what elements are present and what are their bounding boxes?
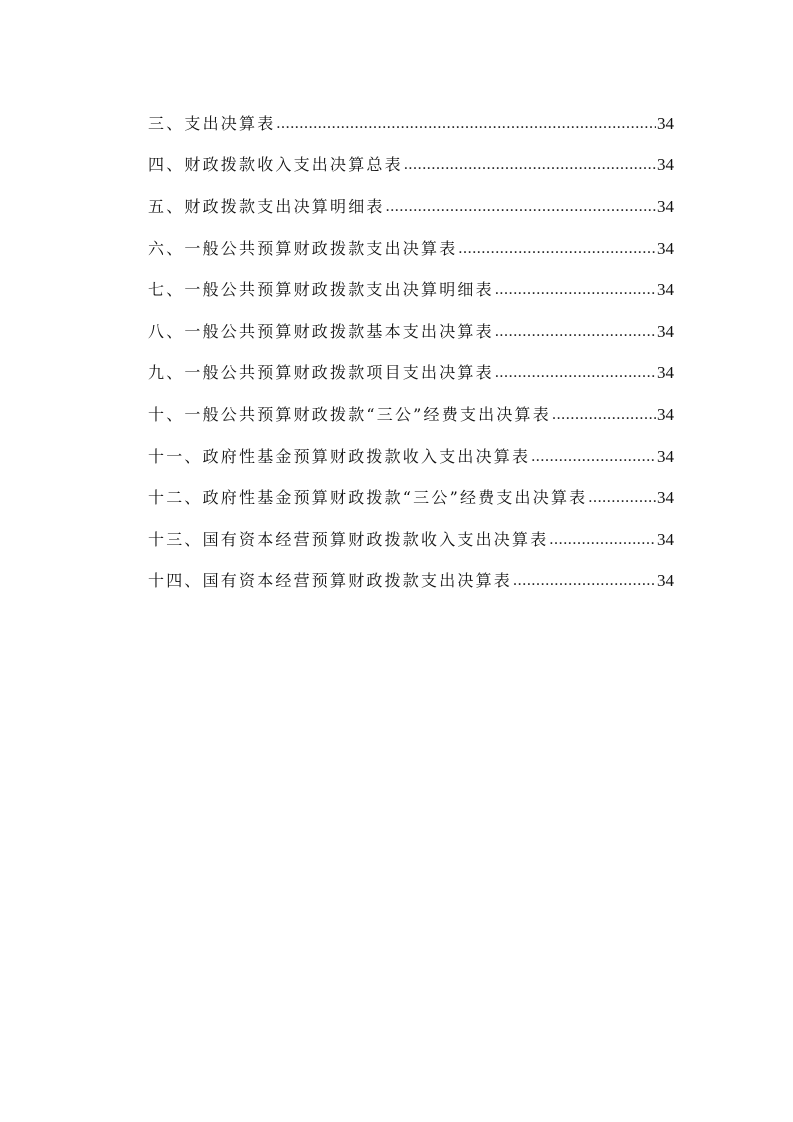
toc-entry-title: 十一、政府性基金预算财政拨款收入支出决算表 bbox=[148, 446, 531, 466]
toc-dot-leader bbox=[552, 404, 656, 426]
toc-dot-leader bbox=[531, 446, 656, 468]
toc-entry[interactable] bbox=[148, 394, 674, 436]
toc-entry-title: 十三、国有资本经营预算财政拨款收入支出决算表 bbox=[148, 529, 549, 549]
toc-entry-title: 七、一般公共预算财政拨款支出决算明细表 bbox=[148, 280, 494, 300]
toc-entry-title: 三、支出决算表 bbox=[148, 113, 276, 133]
toc-entry[interactable] bbox=[148, 145, 674, 187]
toc-dot-leader bbox=[495, 321, 656, 343]
toc-dot-leader bbox=[513, 570, 656, 592]
toc-entry-title: 八、一般公共预算财政拨款基本支出决算表 bbox=[148, 321, 494, 341]
toc-page-number: 34 bbox=[657, 321, 674, 341]
toc-entry-title: 四、财政拨款收入支出决算总表 bbox=[148, 155, 403, 175]
toc-dot-leader bbox=[276, 113, 656, 135]
toc-page-number: 34 bbox=[657, 404, 674, 424]
toc-dot-leader bbox=[549, 529, 656, 551]
toc-entry-title: 十二、政府性基金预算财政拨款“三公”经费支出决算表 bbox=[148, 488, 588, 508]
toc-entry[interactable] bbox=[148, 436, 674, 478]
toc-entry[interactable] bbox=[148, 269, 674, 311]
toc-dot-leader bbox=[588, 487, 656, 509]
toc-entry[interactable] bbox=[148, 103, 674, 145]
table-of-contents bbox=[148, 103, 674, 602]
toc-page-number: 34 bbox=[657, 571, 674, 591]
toc-page-number: 34 bbox=[657, 280, 674, 300]
toc-page-number: 34 bbox=[657, 196, 674, 216]
toc-entry-title: 十四、国有资本经营预算财政拨款支出决算表 bbox=[148, 571, 513, 591]
toc-entry[interactable] bbox=[148, 353, 674, 395]
toc-page-number: 34 bbox=[657, 113, 674, 133]
toc-entry[interactable] bbox=[148, 228, 674, 270]
toc-entry-title: 十、一般公共预算财政拨款“三公”经费支出决算表 bbox=[148, 404, 551, 424]
toc-entry[interactable] bbox=[148, 311, 674, 353]
toc-page-number: 34 bbox=[657, 488, 674, 508]
toc-dot-leader bbox=[386, 196, 656, 218]
toc-entry[interactable] bbox=[148, 519, 674, 561]
toc-dot-leader bbox=[458, 238, 656, 260]
toc-page-number: 34 bbox=[657, 529, 674, 549]
toc-entry[interactable] bbox=[148, 561, 674, 603]
toc-page-number: 34 bbox=[657, 363, 674, 383]
toc-entry-title: 六、一般公共预算财政拨款支出决算表 bbox=[148, 238, 458, 258]
toc-dot-leader bbox=[404, 154, 656, 176]
toc-page-number: 34 bbox=[657, 238, 674, 258]
toc-entry-title: 九、一般公共预算财政拨款项目支出决算表 bbox=[148, 363, 494, 383]
toc-page-number: 34 bbox=[657, 446, 674, 466]
toc-entry[interactable] bbox=[148, 477, 674, 519]
toc-entry-title: 五、财政拨款支出决算明细表 bbox=[148, 196, 385, 216]
toc-page-number: 34 bbox=[657, 155, 674, 175]
toc-dot-leader bbox=[495, 362, 656, 384]
toc-dot-leader bbox=[495, 279, 656, 301]
toc-entry[interactable] bbox=[148, 186, 674, 228]
